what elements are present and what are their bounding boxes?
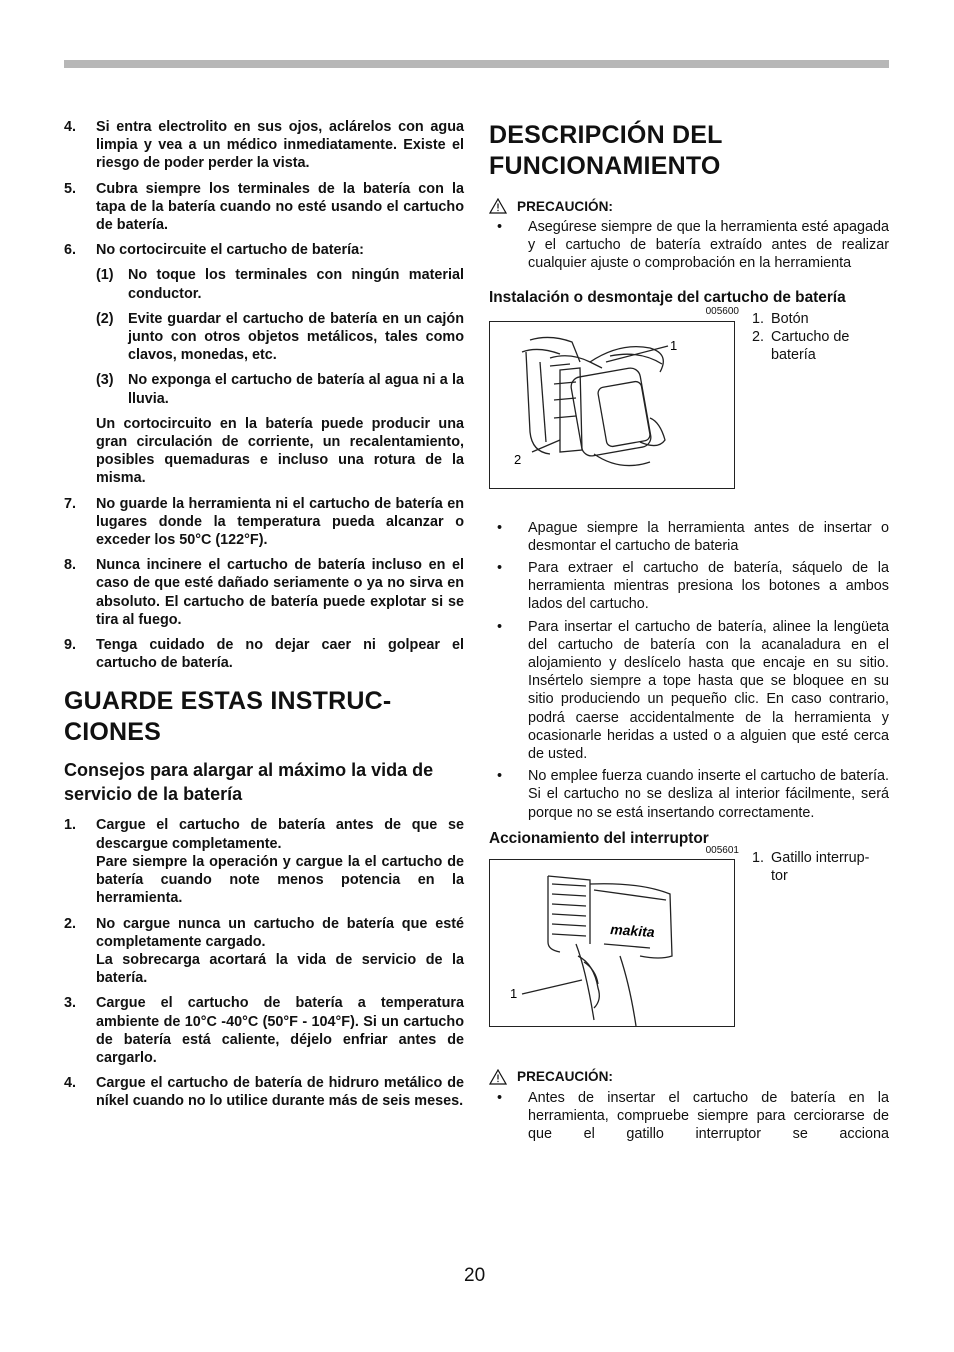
figure-code: 005601 (705, 844, 739, 856)
bullet: • (497, 768, 503, 785)
caution-list-1 (489, 218, 889, 273)
short-circuit-note: Un cortocircuito en la batería puede producir una gran circulación de corriente, un recalentamiento, posibles quemaduras e incluso una rotura de la misma. (96, 415, 464, 487)
item-text-main: No cargue nunca un cartucho de batería que esté completamente cargado. (96, 915, 464, 950)
list-item (489, 519, 889, 555)
subheading-install: Instalación o desmontaje del cartucho de batería (489, 288, 846, 306)
legend-number: 2. (752, 328, 765, 345)
left-column (64, 118, 464, 1118)
drill-illustration (490, 860, 734, 1026)
item-number: 9. (64, 637, 77, 654)
section-heading-operation (489, 120, 889, 182)
callout-1: 1 (510, 985, 518, 1001)
list-item (489, 767, 889, 822)
list-item (64, 180, 464, 235)
item-number: 4. (64, 1075, 77, 1092)
item-text: Para extraer el cartucho de batería, sáquelo de la herramienta mientras presiona los botones a ambos lados del cartucho. (528, 560, 889, 613)
legend-text: Cartucho de batería (771, 328, 850, 364)
subheading-tips: Consejos para alargar al máximo la vida de servicio de la batería (64, 760, 434, 805)
tips-list (64, 816, 464, 1110)
caution-header (489, 198, 889, 214)
item-text: No exponga el cartucho de batería al agua ni a la lluvia. (128, 372, 464, 407)
list-item (489, 559, 889, 614)
safety-list-a (64, 118, 464, 259)
item-text: Nunca incinere el cartucho de batería incluso en el caso de que esté dañado seriamente o ya no sirva en absoluto. El cartucho de batería puede explotar si se tira al fuego. (96, 557, 464, 628)
legend-number: 1. (752, 310, 765, 327)
callout-2: 2 (514, 451, 522, 467)
figure-switch (489, 845, 889, 1027)
item-number: 7. (64, 495, 77, 512)
item-text: No emplee fuerza cuando inserte el cartucho de batería. Si el cartucho no se desliza al interior fácilmente, será porque no se está insertando correctamente. (528, 768, 889, 821)
list-item (64, 495, 464, 550)
item-text: Para insertar el cartucho de batería, alinee la lengüeta del cartucho de batería con la acanaladura en el alojamiento y deslícelo hasta que encaje en su sitio. Insértelo siempre a tope hasta que se bloquee en su sitio produciendo un pequeño clic. En caso contrario, podrá caerse accidentalmente de la herramienta y ocasionarle heridas a usted o a alguien que esté cerca de usted. (528, 618, 889, 763)
item-number: 8. (64, 557, 77, 574)
item-text: No toque los terminales con ningún material conductor. (128, 267, 464, 302)
item-text: No cortocircuite el cartucho de batería: (96, 242, 364, 259)
heading-line: FUNCIONAMIENTO (489, 152, 721, 180)
caution-header-2 (489, 1069, 889, 1085)
list-item (96, 310, 464, 365)
item-text-extra: La sobrecarga acortará la vida de servicio de la batería. (96, 951, 464, 987)
header-rule (64, 60, 889, 68)
figure-frame (489, 859, 735, 1027)
figure-code: 005600 (705, 305, 739, 317)
item-number: 3. (64, 995, 77, 1012)
item-number: (1) (96, 267, 114, 284)
figure-legend (752, 310, 892, 365)
legend-number: 1. (752, 849, 765, 866)
list-item (64, 636, 464, 672)
legend-item (752, 328, 892, 364)
short-circuit-sublist (96, 266, 464, 407)
figure-legend (752, 849, 892, 885)
item-text-main: Cargue el cartucho de batería antes de que se descargue completamente. (96, 817, 464, 852)
legend-text: Gatillo interrup-tor (771, 849, 870, 885)
caution-list-2 (489, 1089, 889, 1144)
item-text: No guarde la herramienta ni el cartucho de batería en lugares donde la temperatura pueda alcanzar o exceder los 50°C (122°F). (96, 495, 464, 549)
item-number: 1. (64, 817, 77, 834)
install-bullets (489, 519, 889, 822)
heading-line: GUARDE ESTAS INSTRUC- (64, 687, 392, 716)
item-number: 5. (64, 180, 77, 197)
figure-frame (489, 321, 735, 489)
item-number: (3) (96, 372, 114, 389)
list-item (64, 118, 464, 173)
caution-label: PRECAUCIÓN: (517, 1069, 613, 1085)
item-text: Asegúrese siempre de que la herramienta esté apagada y el cartucho de batería extraído antes de realizar cualquier ajuste o comprobación en la herramienta (528, 219, 889, 272)
battery-illustration (490, 322, 734, 488)
bullet: • (497, 1089, 503, 1106)
warning-triangle-icon (489, 198, 507, 214)
list-item (64, 556, 464, 629)
list-item (64, 816, 464, 907)
bullet: • (497, 219, 503, 235)
item-text: Antes de insertar el cartucho de batería en la herramienta, compruebe siempre para cerciorarse de que el gatillo interruptor se acciona (528, 1089, 889, 1143)
brand-label: makita (609, 920, 656, 940)
right-column (489, 116, 889, 1147)
figure-battery (489, 306, 889, 489)
bullet: • (497, 560, 503, 577)
list-item (489, 618, 889, 764)
subheading-switch: Accionamiento del interruptor (489, 829, 709, 847)
item-text (96, 915, 464, 988)
callout-1: 1 (670, 337, 678, 353)
item-text-extra: Pare siempre la operación y cargue la el cartucho de batería cuando note menos potencia en la herramienta. (96, 853, 464, 907)
item-text: Apague siempre la herramienta antes de insertar o desmontar el cartucho de bateria (528, 519, 889, 554)
safety-list-b (64, 495, 464, 673)
item-number: (2) (96, 310, 114, 327)
bullet: • (497, 618, 503, 635)
warning-triangle-icon (489, 1069, 507, 1085)
list-item (64, 994, 464, 1067)
heading-line: DESCRIPCIÓN DEL (489, 121, 723, 149)
list-item (64, 915, 464, 988)
legend-item (752, 849, 892, 885)
list-item (64, 1074, 464, 1110)
list-item (96, 371, 464, 407)
bullet: • (497, 519, 503, 536)
item-text: Cubra siempre los terminales de la batería con la tapa de la batería cuando no esté usando el cartucho de batería. (96, 180, 464, 234)
item-text: Evite guardar el cartucho de batería en un cajón junto con otros objetos metálicos, tales como clavos, monedas, etc. (128, 310, 464, 364)
list-item (64, 241, 464, 259)
item-text (96, 816, 464, 907)
item-text: Tenga cuidado de no dejar caer ni golpear el cartucho de batería. (96, 637, 464, 672)
item-text: Cargue el cartucho de batería de hidruro metálico de níkel cuando no lo utilice durante más de seis meses. (96, 1075, 464, 1110)
legend-item (752, 310, 892, 328)
item-number: 2. (64, 915, 77, 932)
item-text: Cargue el cartucho de batería a temperatura ambiente de 10°C -40°C (50°F - 104°F). Si un cartucho de batería está caliente, déjelo enfriar antes de cargarlo. (96, 995, 464, 1066)
list-item (489, 1089, 889, 1144)
item-text: Si entra electrolito en sus ojos, aclárelos con agua limpia y vea a un médico inmediatamente. Existe el riesgo de poder perder la vista. (96, 119, 464, 172)
section-heading-save (64, 686, 464, 748)
item-number: 6. (64, 242, 77, 259)
list-item (489, 218, 889, 273)
page-number: 20 (464, 1265, 486, 1286)
caution-label: PRECAUCIÓN: (517, 198, 613, 214)
legend-text: Botón (771, 310, 809, 327)
heading-line: CIONES (64, 718, 162, 747)
item-number: 4. (64, 119, 77, 135)
list-item (96, 266, 464, 302)
